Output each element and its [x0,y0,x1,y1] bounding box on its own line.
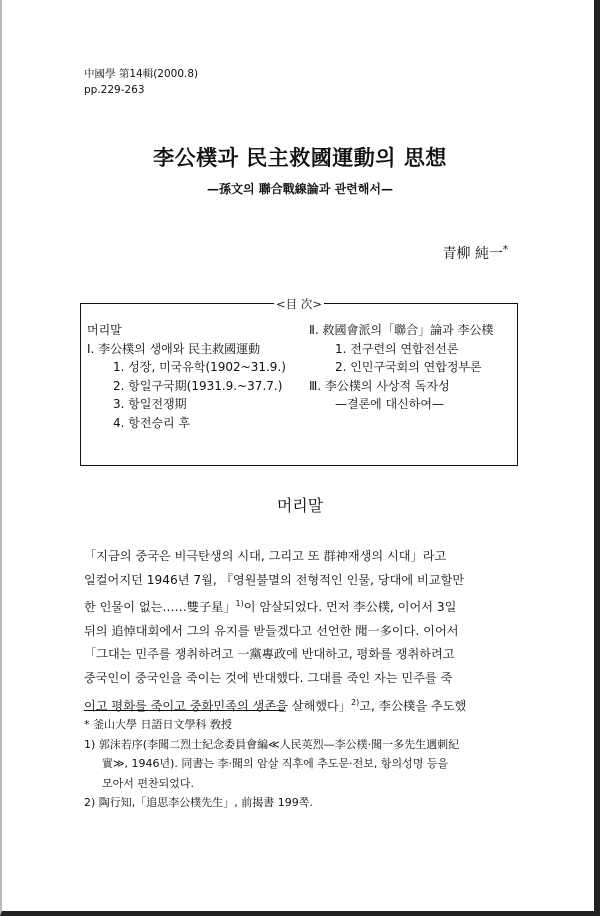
body-line: 중국인이 중국인을 죽이는 것에 반대했다. 그대를 죽인 자는 민주를 죽 [84,671,453,686]
footnote-ref[interactable]: 2) [351,697,360,707]
body-line: 뒤의 追悼대회에서 그의 유지를 받들겠다고 선언한 聞一多이다. 이어서 [84,623,459,638]
footnote-divider [84,710,284,711]
toc-item: Ⅰ. 李公樸의 생애와 民主救國運動 [87,341,261,356]
article-title: 李公樸과 民主救國運動의 思想 [153,145,447,170]
body-paragraph [84,545,524,718]
journal-volume: 中國學 第14輯(2000.8) [84,68,199,80]
body-text-span: 이 암살되었다. 먼저 李公樸, 이어서 3일 [243,600,457,615]
toc-title-text: <目 次> [276,297,322,311]
body-line: 일컬어지던 1946년 7월, 『영원불멸의 전형적인 인물, 당대에 비교할만 [84,572,465,587]
page-range: pp.229-263 [84,84,145,96]
toc-left-column [87,321,302,433]
toc-item: Ⅱ. 救國會派의「聯合」論과 李公樸 [309,323,494,337]
body-line: 「그대는 민주를 쟁취하려고 一黨專政에 반대하고, 평화를 쟁취하려고 [84,647,455,662]
footnote-2: 2) 陶行知,「追思李公樸先生」, 前揭書 199쪽. [84,796,313,809]
toc-item: 1. 전구련의 연합전선론 [335,341,459,356]
toc-item: 2. 항일구국期(1931.9.~37.7.) [113,378,283,393]
toc-item: Ⅲ. 李公樸의 사상적 독자성 [309,378,450,393]
footnotes [84,715,524,813]
body-text-span: 한 인물이 없는……雙子星」 [84,600,236,615]
author-footnote-mark: * [503,244,508,256]
toc-title [81,296,517,312]
author-text: 青柳 純一 [442,246,503,262]
journal-info [84,66,198,98]
body-line [84,592,524,620]
footnote-1-continued: 實≫, 1946년). 同書는 李·聞의 암살 직후에 추도문·전보, 항의성명 등을 [102,757,449,770]
footnote-ref[interactable]: 1) [235,599,244,609]
author-name [443,243,508,263]
toc-item: 3. 항일전쟁期 [113,397,187,412]
article-subtitle: —孫文의 聯合戰線論과 관련해서— [207,182,393,196]
footnote-affiliation: * 釜山大學 日語日文學科 敎授 [84,718,232,731]
toc-item: —결론에 대신하여— [335,397,444,412]
toc-right-column [309,321,519,414]
body-text-span: 이고 평화를 죽이고 중화민족의 생존을 살해했다」 [84,698,352,713]
toc-item: 머리말 [87,323,122,337]
table-of-contents [80,297,518,466]
body-text-span: 고, 李公樸을 추도했 [359,698,467,713]
toc-item: 2. 인민구국회의 연합정부론 [335,360,482,375]
toc-item: 4. 항전승리 후 [113,415,191,430]
footnote-1: 1) 郭沫若序(李聞二烈士紀念委員會編≪人民英烈—李公樸·聞一多先生遇刺紀 [84,737,460,751]
toc-item: 1. 성장, 미국유학(1902~31.9.) [113,360,286,375]
section-heading: 머리말 [276,496,324,515]
body-line: 「지금의 중국은 비극탄생의 시대, 그리고 또 群神재생의 시대」라고 [84,549,447,563]
footnote-1-continued: 모아서 편찬되었다. [102,776,195,790]
